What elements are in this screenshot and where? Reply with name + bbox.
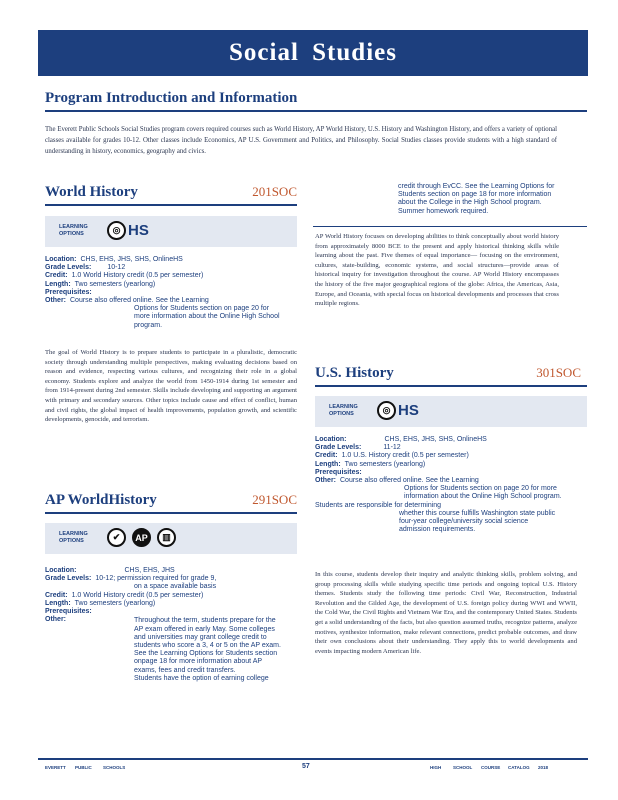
other-value-cont: Options for Students section on page 20 for more information about the Online High School program. [134, 305, 280, 329]
prerequisites-label: Prerequisites: [45, 608, 92, 616]
grade-label: Grade Levels: [45, 575, 92, 583]
other-label: Other: [45, 297, 66, 305]
other-value: Course also offered online. See the Learning [340, 477, 479, 485]
learning-options-icons [107, 528, 176, 547]
length-value: Two semesters (yearlong) [74, 599, 156, 607]
course-title: AP WorldHistory [45, 492, 157, 508]
length-label: Length: [45, 599, 71, 607]
other-value-cont: Students have the option of earning college [134, 674, 269, 682]
other-value-cont: Options for Students section on page 20 for more information about the Online High School program. [404, 485, 562, 501]
prerequisites-label: Prerequisites: [45, 288, 92, 296]
location-label: Location: [315, 436, 347, 443]
credit-value: 1.0 U.S. History credit (0.5 per semester) [341, 452, 469, 460]
grade-value-cont: on a space available basis [134, 583, 217, 591]
course-description: AP World History focuses on developing abilities to think conceptually about world history from approximately 8000 BCE to the present and apply historical thinking skills while learning about the past. Five themes of equal importance— focusing on the environment, cultures, state-building, economic systems, and social structures—provide areas of historical inquiry for investigation throughout the course. AP World History encompasses the history of the five major geographical regions of the globe: Africa, the Americas, Asia, Europe, and Oceania, with special focus on historical developments and processes that cross multiple regions. [315, 233, 559, 308]
learning-options-label: LEARNING OPTIONS [59, 224, 88, 237]
grade-value: 10-12 [107, 264, 126, 272]
footer-right-4: CATALOG [508, 765, 530, 770]
length-value: Two semesters (yearlong) [74, 280, 156, 288]
footer-left-2: PUBLIC [75, 765, 92, 770]
course-details [45, 567, 297, 683]
grade-label: Grade Levels: [45, 264, 92, 272]
other-value: Throughout the term, students prepare for the AP exam offered in early May. Some colleges and universities may grant college credit to students who score a 3, 4 or 5 on the AP exam. See the Learning Options for Students section onpage 18 for more information about AP exams, fees and credit transfers. [134, 617, 281, 674]
credit-label: Credit: [45, 591, 68, 599]
ap-other-continued: credit through EvCC. See the Learning Options for Students section on page 18 for more information about the College in the High School program. Summer homework required. [398, 183, 555, 215]
course-title: U.S. History [315, 365, 394, 381]
course-description: In this course, students develop their inquiry and analytic thinking skills, problem solving, and group processing skills while studying specific time periods and ongoing topical U.S. History themes. Students study the following time periods: Civil War, Reconstruction, Industrial Revolution and the Gilded Age, the development of U.S. foreign policy during WWI and WWII, the Cold War, the Civil Rights and Vietnam War Era, and the contemporary United States. Students get a solid understanding of the facts, but also question assumed truths, recognize patterns, analyze motives, synthesize information, make relevant connections, predict probable outcomes, and draw their own conclusions about their understanding. They apply this to world developments and events impacting modern American life. [315, 571, 577, 655]
page-header-banner: Social Studies [38, 30, 588, 76]
footer-left-3: SCHOOLS [103, 765, 126, 770]
footer-divider [38, 758, 588, 760]
location-value: CHS, EHS, JHS [124, 567, 175, 574]
credit-label: Credit: [45, 272, 68, 280]
footer-left-1: EVERETT [45, 765, 66, 770]
online-globe-icon: ◎ [107, 221, 126, 240]
intro-divider [45, 110, 587, 112]
location-label: Location: [45, 256, 77, 263]
course-details [315, 436, 587, 534]
intro-title: Program Introduction and Information [45, 90, 298, 106]
online-hs-icon: HS [128, 222, 149, 239]
online-globe-icon: ◎ [377, 401, 396, 420]
grade-value: 10-12; permission required for grade 9, [95, 575, 217, 583]
footer-right-2: SCHOOL [453, 765, 473, 770]
students-note: Students are responsible for determining [315, 501, 442, 509]
other-label: Other: [315, 477, 336, 485]
building-icon: ▥ [157, 528, 176, 547]
credit-label: Credit: [315, 452, 338, 460]
online-hs-icon: HS [398, 402, 419, 419]
location-value: CHS, EHS, JHS, SHS, OnlineHS [80, 256, 183, 263]
section-divider [315, 385, 587, 387]
length-label: Length: [315, 460, 341, 468]
learning-options-box [45, 523, 297, 554]
learning-options-box [315, 396, 587, 427]
credit-value: 1.0 World History credit (0.5 per semester) [71, 591, 204, 599]
world-history-heading [45, 184, 297, 201]
course-code: 291SOC [252, 492, 297, 507]
us-history-heading [315, 365, 581, 382]
ap-world-history-heading [45, 492, 297, 509]
footer-right-5: 2018 [538, 765, 549, 770]
section-divider [313, 226, 587, 227]
ap-icon: AP [132, 528, 151, 547]
page-number: 57 [302, 763, 310, 770]
section-divider [45, 512, 297, 514]
course-code: 201SOC [252, 184, 297, 199]
footer-right-3: COURSE [481, 765, 501, 770]
learning-options-label: LEARNING OPTIONS [59, 531, 88, 544]
location-value: CHS, EHS, JHS, SHS, OnlineHS [384, 436, 487, 443]
length-value: Two semesters (yearlong) [344, 460, 426, 468]
learning-options-box [45, 216, 297, 247]
course-title: World History [45, 184, 138, 200]
learning-options-icons [377, 401, 419, 420]
learning-options-icons [107, 221, 149, 240]
other-label: Other: [45, 616, 66, 624]
students-note-cont: whether this course fulfills Washington state public four-year college/university social science admission requirements. [399, 509, 556, 534]
section-divider [45, 204, 297, 206]
learning-options-label: LEARNING OPTIONS [329, 404, 358, 417]
checkmark-icon: ✔ [107, 528, 126, 547]
course-code: 301SOC [536, 365, 581, 380]
grade-label: Grade Levels: [315, 444, 362, 452]
credit-value: 1.0 World History credit (0.5 per semester) [71, 272, 204, 280]
footer-right-1: HIGH [430, 765, 442, 770]
grade-value: 11-12 [383, 444, 401, 452]
other-value: Course also offered online. See the Learning [70, 297, 209, 305]
location-label: Location: [45, 567, 77, 574]
course-description: The goal of World History is to prepare students to participate in a pluralistic, democratic society through understanding multiple perspectives, making evaluating decisions based on reason and evidence, respecting various cultures, and recognizing their role in a global economy. Students explore and analyze the world from 1450-1914 during 1st semester and from 1914-present during 2nd semester. Skills include developing and supporting an argument with primary and secondary sources. Other topics include cause and effect of conflict, human and civil rights, the global impact of health improvements, population growth, and scientific developments, genocide, and terrorism. [45, 349, 297, 424]
length-label: Length: [45, 280, 71, 288]
course-details [45, 256, 297, 330]
prerequisites-label: Prerequisites: [315, 468, 362, 476]
intro-paragraph: The Everett Public Schools Social Studies program covers required courses such as World History, AP World History, U.S. History and Washington History, and offers a variety of optional classes available for grades 10-12. Other classes include Economics, AP U.S. Government and Politics, and Philosophy. Social Studies classes provide students with a high standard of understanding in history, economics, geography and civics. [45, 126, 557, 155]
